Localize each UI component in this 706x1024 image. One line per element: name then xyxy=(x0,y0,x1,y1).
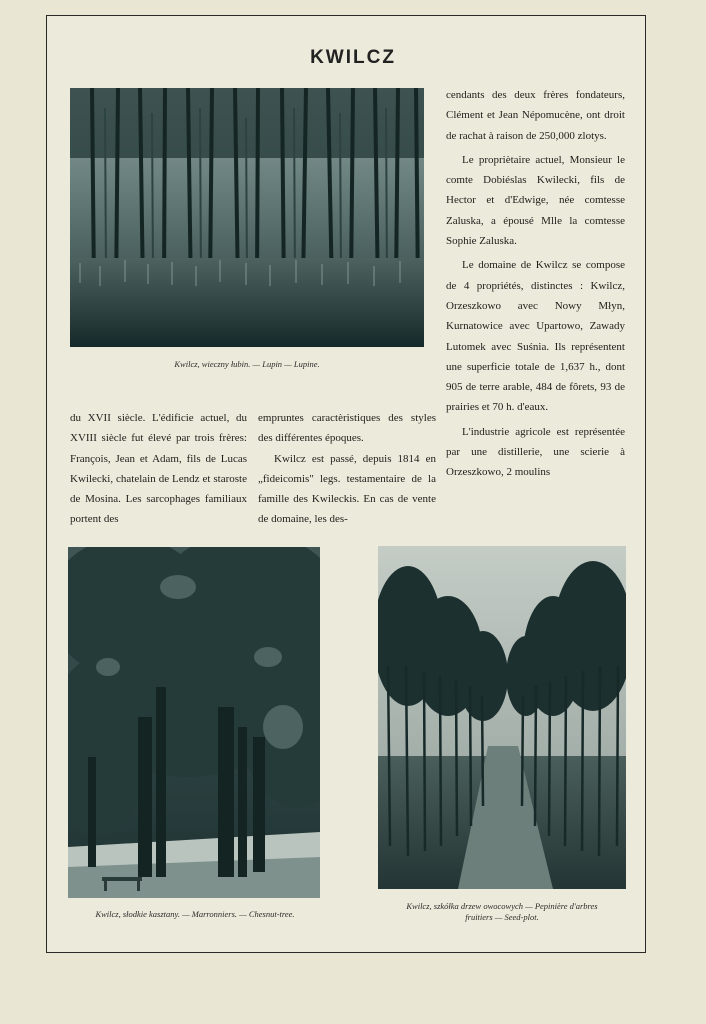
photo-seed-plot-caption xyxy=(370,901,634,923)
page-title: KWILCZ xyxy=(310,47,396,68)
paragraph: L'industrie agricole est représentée par une distillerie, une scierie à Orzeszkowo, 2 moulins xyxy=(446,425,625,479)
photo-chestnut-caption: Kwilcz, słodkie kasztany. — Marronniers. — Chesnut-tree. xyxy=(95,909,295,919)
photo-lupin-caption: Kwilcz, wieczny łubin. — Lupin — Lupine. xyxy=(174,359,320,369)
text-column-right xyxy=(446,85,625,483)
caption-line: Kwilcz, szkółka drzew owocowych — Pepinière d'arbres xyxy=(406,901,598,911)
lupin-forest-image xyxy=(70,88,424,347)
paragraph: Le domaine de Kwilcz se compose de 4 propriétés, distinctes : Kwilcz, Orzeszkowo avec Nowy Młyn, Kurnatowice avec Upartowo, Zawady Lutomek avec Suśnia. Ils représentent une superficie totale de 1,637 h., dont 905 de terre arable, 484 de fôrets, 93 de prairies et 70 h. d'eaux. xyxy=(446,259,625,414)
chestnut-trees-image xyxy=(68,547,320,898)
caption-line: fruitiers — Seed-plot. xyxy=(465,912,539,922)
seed-plot-image xyxy=(378,546,626,889)
photo-lupin xyxy=(70,88,424,347)
text-column-middle xyxy=(258,408,436,530)
paragraph: empruntes caractèristiques des styles des différentes époques. xyxy=(258,412,436,445)
paragraph: Kwilcz est passé, depuis 1814 en „fideicomis" legs. testamentaire de la famille des Kwileckis. En cas de vente de domaine, les des- xyxy=(258,452,436,526)
paragraph: Le propriètaire actuel, Monsieur le comte Dobiéslas Kwilecki, fils de Hector et d'Edwige, née comtesse Zaluska, a épousé Mlle la comtesse Sophie Zaluska. xyxy=(446,153,625,248)
photo-chestnut xyxy=(68,547,320,898)
paragraph: cendants des deux frères fondateurs, Clément et Jean Népomucène, ont droit de rachat à raison de 250,000 zlotys. xyxy=(446,89,625,142)
paragraph: du XVII siècle. L'édificie actuel, du XVIII siècle fut élevé par trois frères: François, Jean et Adam, fils de Lucas Kwilecki, chatelain de Lendz et staroste de Mosina. Les sarcophages familiaux portent des xyxy=(70,412,247,526)
text-column-left xyxy=(70,408,247,530)
photo-seed-plot xyxy=(378,546,626,889)
